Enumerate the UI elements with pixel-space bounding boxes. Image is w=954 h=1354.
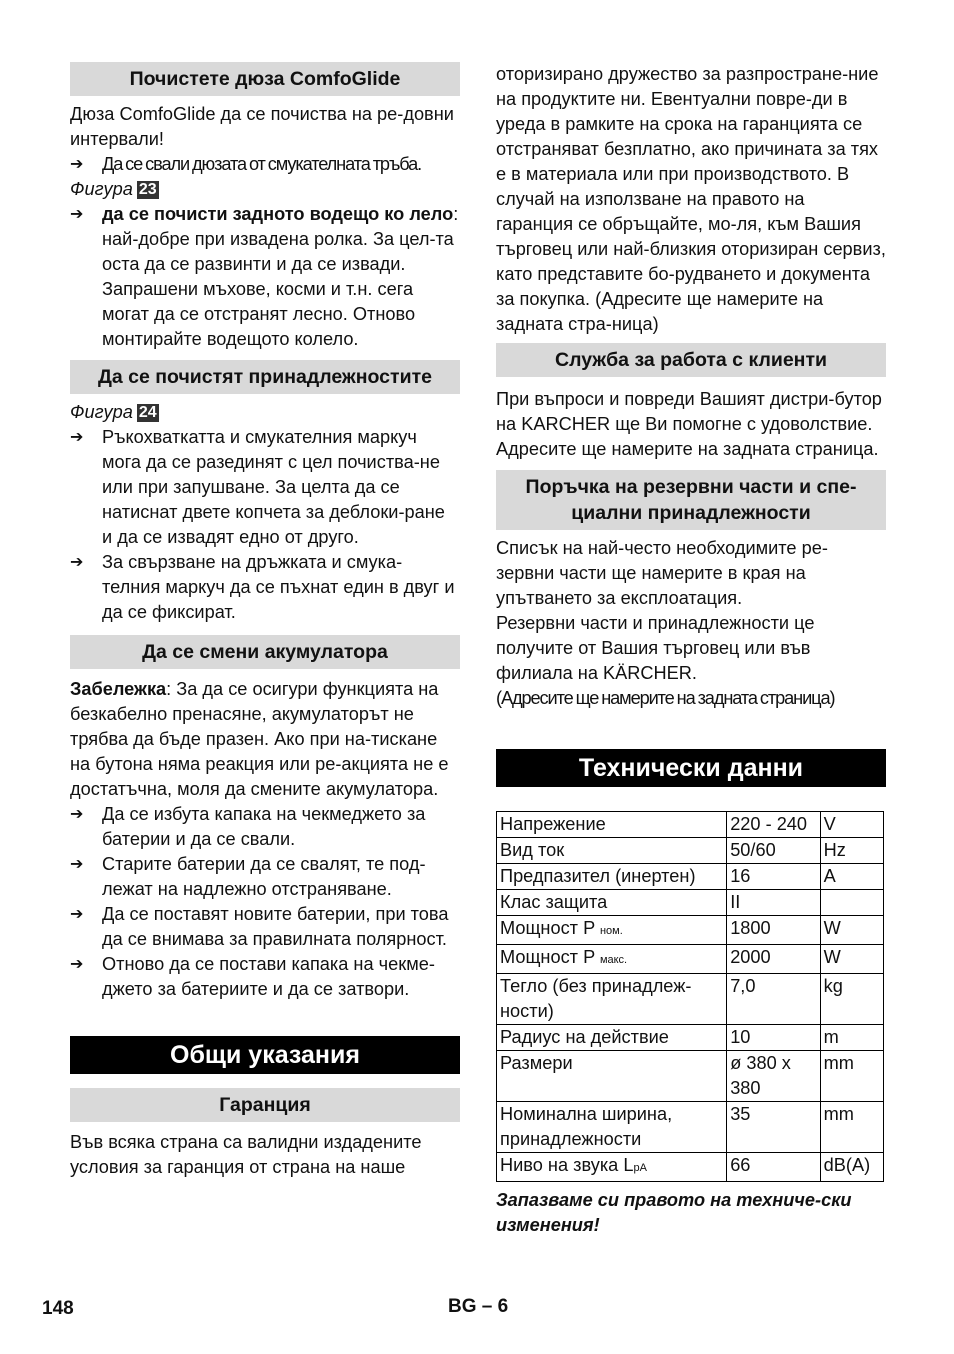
arrow-icon: ➔ [70,554,84,571]
figure-number-badge: 23 [138,181,157,198]
arrow-icon: ➔ [70,206,84,223]
table-row [497,974,884,1025]
table-cell-value: 16 [727,864,820,890]
paragraph-customer-service: При въпроси и повреди Вашият дистри-бутор на KARCHER ще Ви помогне с удоволствие. Адресите ще намерите на задната страница. [496,389,882,459]
table-row [497,945,884,974]
table-cell-unit: mm [820,1051,883,1102]
page-number: 148 [42,1298,74,1319]
section-heading-warranty: Гаранция [70,1088,460,1122]
table-cell-value: 35 [727,1102,820,1153]
paragraph-spare-parts: Резервни части и принадлежности це получите от Вашия търговец или във филиала на KÄRCHER. [496,613,815,683]
table-cell-unit: V [820,812,883,838]
table-row [497,916,884,945]
paragraph-spare-parts: Списък на най-често необходимите ре-зервни части ще намерите в края на упътването за експлоатация. [496,538,828,608]
arrow-icon: ➔ [70,156,84,173]
table-cell-value: 10 [727,1025,820,1051]
section-heading-customer-service: Служба за работа с клиенти [496,343,886,377]
figure-reference: Фигура 23 [70,179,157,199]
right-column [496,62,886,1238]
table-cell-label: Радиус на действие [497,1025,727,1051]
table-cell-value: 2000 [727,945,820,974]
table-cell-unit [820,890,883,916]
table-row [497,838,884,864]
list-item: ➔ Старите батерии да се свалят, те под-лежат на надлежно отстраняване. [70,852,460,902]
arrow-icon: ➔ [70,956,84,973]
table-row [497,1102,884,1153]
table-cell-label: Номинална ширина, принадлежности [497,1102,727,1153]
arrow-icon: ➔ [70,906,84,923]
paragraph-note: Забележка: За да се осигури функцията на безкабелно пренасяне, акумулаторът не трябва да бъде празен. Ако при на-тискане на бутона няма реакция или ре-акцията не е достатъчна, моля да смените акумулатора. [70,679,449,799]
table-cell-label: Ниво на звука LpA [497,1153,727,1182]
table-cell-label: Вид ток [497,838,727,864]
table-cell-value: 7,0 [727,974,820,1025]
table-cell-value: 50/60 [727,838,820,864]
table-cell-value: 1800 [727,916,820,945]
table-cell-unit: W [820,945,883,974]
table-row [497,1025,884,1051]
table-cell-label: Тегло (без принадлеж-ности) [497,974,727,1025]
list-item: ➔ Да се свали дюзата от смукателната тръба. [70,152,460,177]
table-cell-unit: mm [820,1102,883,1153]
left-column [70,62,460,1180]
table-cell-label: Мощност P макс. [497,945,727,974]
chapter-heading-general: Общи указания [70,1036,460,1074]
arrow-icon: ➔ [70,429,84,446]
table-cell-value: 66 [727,1153,820,1182]
tech-data-table [496,811,884,1182]
paragraph-comfoglide: Дюза ComfoGlide да се почиства на ре-довни интервали! [70,104,454,149]
table-cell-unit: kg [820,974,883,1025]
table-cell-value: II [727,890,820,916]
table-row [497,890,884,916]
table-cell-label: Напрежение [497,812,727,838]
section-heading-accessories: Да се почистят принадлежностите [70,360,460,394]
chapter-heading-tech-data: Технически данни [496,749,886,787]
table-cell-label: Предпазител (инертен) [497,864,727,890]
section-heading-battery: Да се смени акумулатора [70,635,460,669]
table-cell-unit: dB(A) [820,1153,883,1182]
table-cell-unit: m [820,1025,883,1051]
paragraph-warranty: Във всяка страна са валидни издадените условия за гаранция от страна на наше [70,1132,422,1177]
table-cell-unit: W [820,916,883,945]
list-item: ➔ Отново да се постави капака на чекме-джето за батериите и да се затвори. [70,952,460,1002]
table-cell-label: Мощност P ном. [497,916,727,945]
section-heading-comfoglide: Почистете дюза ComfoGlide [70,62,460,96]
list-item: ➔ Да се поставят новите батерии, при това да се внимава за правилната полярност. [70,902,460,952]
table-row [497,1153,884,1182]
paragraph-step-detail: най-добре при извадена ролка. За цел-та оста да се развинти и да се извади. Запрашени мъхове, косми и т.н. сега могат да се отстранят лесно. Отново монтирайте водещото колело. [102,229,454,349]
list-item: ➔ да се почисти задното водещо ко лело: [70,202,460,227]
table-cell-value: 220 - 240 [727,812,820,838]
figure-reference: Фигура 24 [70,402,157,422]
arrow-icon: ➔ [70,856,84,873]
paragraph-addresses: (Адресите ще намерите на задната страница) [496,688,835,708]
list-item: ➔ За свързване на дръжката и смука-телния маркуч да се пъхнат един в двуг и да се фиксират. [70,550,460,625]
figure-number-badge: 24 [138,404,157,421]
table-cell-unit: Hz [820,838,883,864]
list-item: ➔ Ръкохваткатта и смукателния маркуч мога да се разединят с цел почиства-не или при запушване. За целта да се натиснат двете копчета за деблоки-ране и да се извадят едно от друго. [70,425,460,550]
table-row [497,812,884,838]
table-cell-label: Клас защита [497,890,727,916]
table-cell-unit: A [820,864,883,890]
language-page-label: BG – 6 [448,1296,509,1317]
section-heading-spare-parts: Поръчка на резервни части и спе-циални принадлежности [496,470,886,530]
arrow-icon: ➔ [70,806,84,823]
tech-changes-note: Запазваме си правото на техниче-ски изменения! [496,1190,852,1235]
table-row [497,1051,884,1102]
table-row [497,864,884,890]
table-cell-label: Размери [497,1051,727,1102]
list-item: ➔ Да се избута капака на чекмеджето за батерии и да се свали. [70,802,460,852]
paragraph-warranty-continued: оторизирано дружество за разпростране-ние на продуктите ни. Евентуални повре-ди в уреда в рамките на срока на гаранцията се отстраняват безплатно, ако причината за тях е в материала или при производството. В случай на използване на правото на гаранция се обръщайте, мо-ля, към Вашия търговец или най-близкия оторизиран сервиз, като представите бо-рудването и документа за покупка. (Адресите ще намерите на задната стра-ница) [496,64,886,334]
table-cell-value: ø 380 x 380 [727,1051,820,1102]
